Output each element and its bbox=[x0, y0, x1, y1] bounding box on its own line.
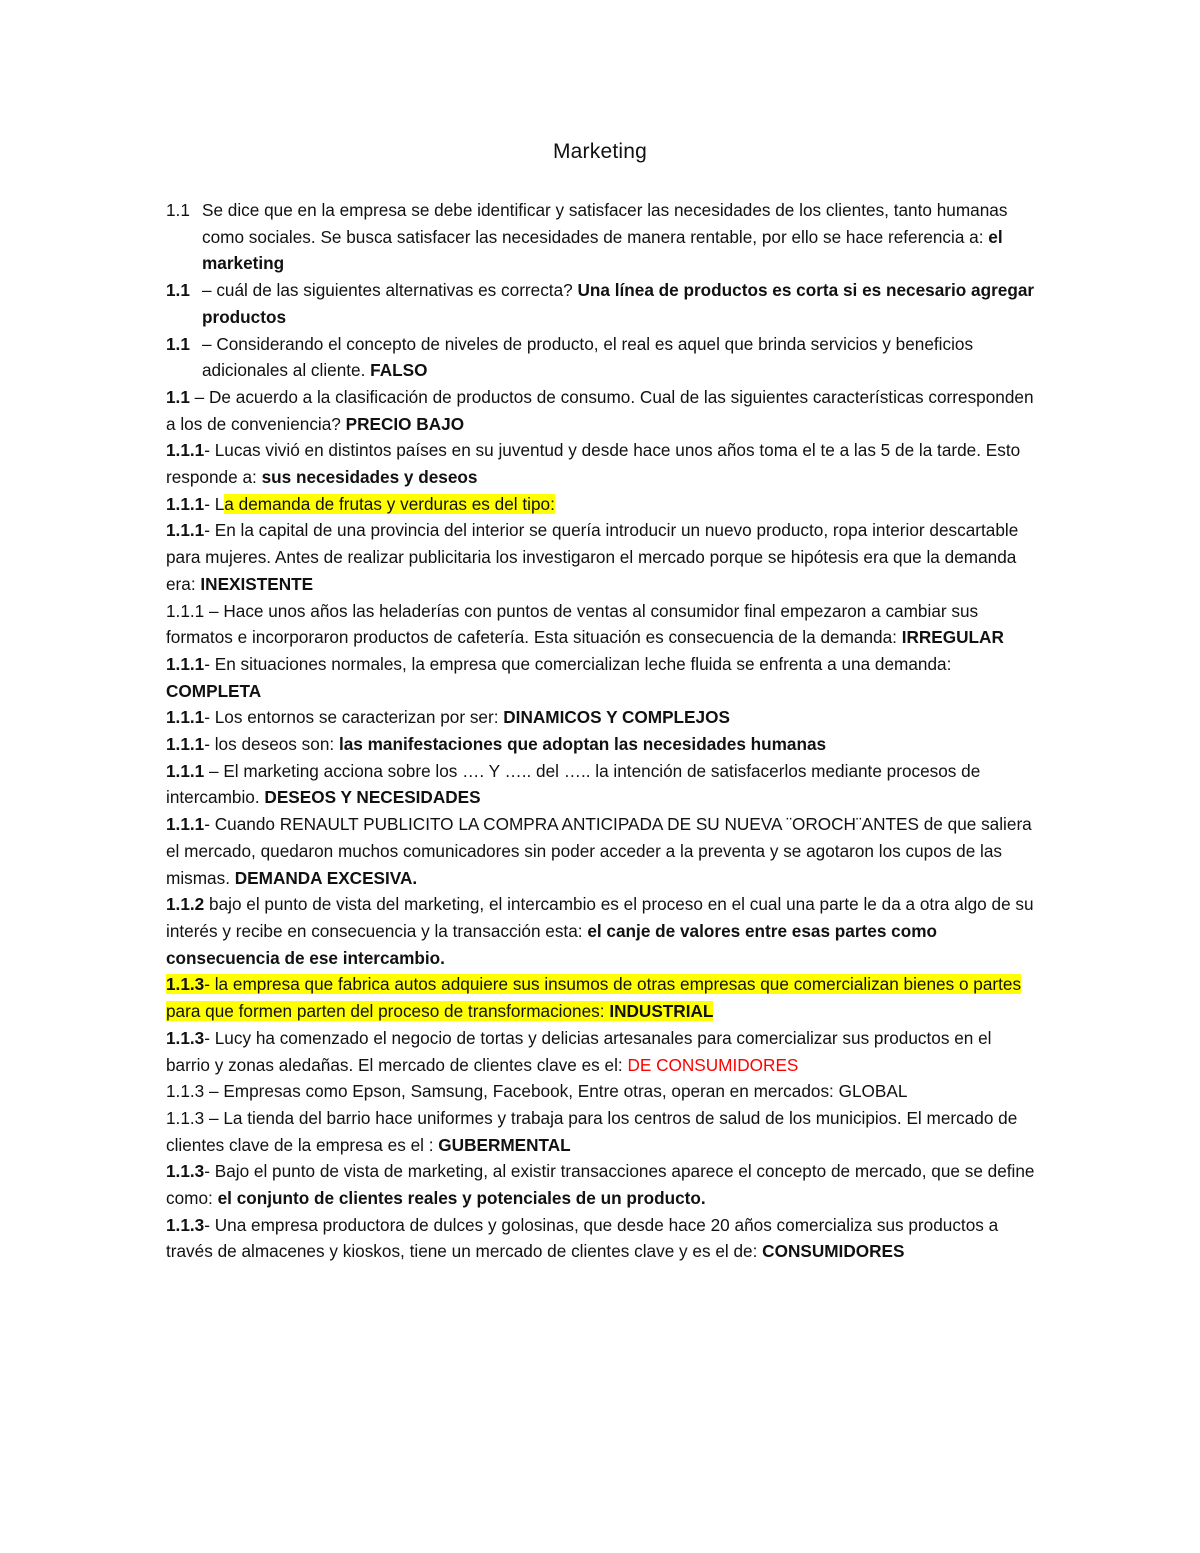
question-number: 1.1.3 bbox=[166, 1081, 205, 1102]
answer-text: GUBERMENTAL bbox=[438, 1134, 571, 1155]
answer-text: INDUSTRIAL bbox=[609, 1001, 714, 1022]
question-paragraph bbox=[166, 517, 1038, 597]
answer-text-red: DE CONSUMIDORES bbox=[627, 1054, 799, 1075]
question-number: 1.1.1 bbox=[166, 440, 205, 461]
question-text: bajo el punto de vista del marketing, el intercambio es el proceso en el cual una parte le da a otra algo de su interés y recibe en consecuencia y la transacción esta: bbox=[166, 894, 1034, 941]
question-number: 1.1.3 bbox=[166, 1107, 205, 1128]
question-text: – La tienda del barrio hace uniformes y trabaja para los centros de salud de los municipios. El mercado de clientes clave de la empresa es el : bbox=[166, 1107, 1018, 1155]
question-number: 1.1.1 bbox=[166, 520, 205, 541]
answer-text: GLOBAL bbox=[838, 1081, 908, 1102]
question-text: Se dice que en la empresa se debe identificar y satisfacer las necesidades de los clientes, tanto humanas como sociales. Se busca satisfacer las necesidades de manera rentable, por ello se hace referencia a: bbox=[202, 200, 1008, 247]
question-paragraph bbox=[166, 437, 1038, 490]
question-text: - En situaciones normales, la empresa que comercializan leche fluida se enfrenta a una demanda: bbox=[204, 653, 952, 674]
question-paragraph bbox=[166, 491, 1038, 518]
answer-text: FALSO bbox=[370, 360, 428, 381]
question-number: 1.1.1 bbox=[166, 653, 205, 674]
question-paragraph bbox=[166, 758, 1038, 811]
question-paragraph bbox=[166, 331, 1038, 384]
question-text: - Una empresa productora de dulces y golosinas, que desde hace 20 años comercializa sus productos a través de almacenes y kioskos, tiene un mercado de clientes clave y es el de: bbox=[166, 1214, 999, 1262]
question-text: - los deseos son: bbox=[204, 734, 339, 755]
answer-text: el canje de valores entre esas partes como consecuencia de ese intercambio. bbox=[166, 920, 937, 968]
question-paragraph bbox=[166, 598, 1038, 651]
question-number: 1.1 bbox=[166, 280, 190, 301]
question-paragraph bbox=[166, 891, 1038, 971]
question-paragraph bbox=[166, 704, 1038, 731]
question-text: - En la capital de una provincia del interior se quería introducir un nuevo producto, ropa interior descartable para mujeres. Antes de realizar publicitaria los investigaron el mercado porque se hipótesis era que la demanda era: bbox=[166, 520, 1019, 594]
document-body bbox=[166, 197, 1038, 1265]
question-paragraph bbox=[166, 1025, 1038, 1078]
question-number: 1.1.3 bbox=[166, 1027, 205, 1048]
question-text: – De acuerdo a la clasificación de productos de consumo. Cual de las siguientes características corresponden a los de conveniencia? bbox=[166, 386, 1034, 434]
question-paragraph bbox=[166, 1158, 1038, 1211]
highlighted-question-text: a demanda de frutas y verduras es del tipo: bbox=[224, 493, 555, 514]
question-paragraph bbox=[166, 277, 1038, 330]
answer-text: sus necesidades y deseos bbox=[261, 467, 478, 488]
answer-text: DINAMICOS Y COMPLEJOS bbox=[503, 707, 730, 728]
answer-text: DEMANDA EXCESIVA. bbox=[234, 867, 418, 888]
answer-text: Una línea de productos es corta si es necesario agregar productos bbox=[202, 280, 1035, 327]
question-paragraph bbox=[166, 384, 1038, 437]
question-paragraph bbox=[166, 197, 1038, 277]
highlighted-question-paragraph bbox=[166, 971, 1038, 1024]
answer-text: PRECIO BAJO bbox=[345, 413, 465, 434]
question-number: 1.1.2 bbox=[166, 894, 205, 915]
answer-text: DESEOS Y NECESIDADES bbox=[264, 787, 481, 808]
question-number: 1.1.1 bbox=[166, 734, 205, 755]
question-paragraph bbox=[166, 811, 1038, 891]
question-number: 1.1 bbox=[166, 200, 190, 220]
answer-text: las manifestaciones que adoptan las necesidades humanas bbox=[338, 734, 827, 755]
question-text: – Hace unos años las heladerías con puntos de ventas al consumidor final empezaron a cambiar sus formatos e incorporaron productos de cafetería. Esta situación es consecuencia de la demanda: bbox=[166, 600, 979, 648]
question-text: - la empresa que fabrica autos adquiere sus insumos de otras empresas que comercializan bienes o partes para que formen parten del proceso de transformaciones: bbox=[166, 974, 1022, 1022]
answer-text: INEXISTENTE bbox=[200, 573, 314, 594]
question-text: - Los entornos se caracterizan por ser: bbox=[204, 707, 504, 728]
answer-text: COMPLETA bbox=[166, 680, 262, 701]
question-paragraph bbox=[166, 731, 1038, 758]
answer-text: CONSUMIDORES bbox=[762, 1241, 905, 1262]
question-number: 1.1.1 bbox=[166, 707, 205, 728]
answer-text: el conjunto de clientes reales y potenciales de un producto. bbox=[217, 1188, 706, 1209]
question-text: – cuál de las siguientes alternativas es correcta? bbox=[202, 280, 578, 301]
answer-text: el marketing bbox=[202, 226, 1003, 274]
question-number: 1.1.1 bbox=[166, 760, 205, 781]
page-title: Marketing bbox=[552, 140, 647, 163]
question-number: 1.1.1 bbox=[166, 814, 205, 835]
question-text: – Considerando el concepto de niveles de producto, el real es aquel que brinda servicios y beneficios adicionales al cliente. bbox=[202, 333, 974, 381]
question-number: 1.1.1 bbox=[166, 493, 205, 514]
answer-text: IRREGULAR bbox=[901, 627, 1004, 648]
question-text: - Cuando RENAULT PUBLICITO LA COMPRA ANTICIPADA DE SU NUEVA ¨OROCH¨ANTES de que saliera el mercado, quedaron muchos comunicadores sin poder acceder a la preventa y se agotaron los cupos de las mismas. bbox=[166, 814, 1032, 888]
question-number: 1.1.3 bbox=[166, 1214, 205, 1235]
question-text: – El marketing acciona sobre los …. Y ….. del ….. la intención de satisfacerlos mediante procesos de intercambio. bbox=[166, 760, 981, 808]
question-number: 1.1 bbox=[166, 333, 190, 354]
question-text: - Lucy ha comenzado el negocio de tortas y delicias artesanales para comercializar sus productos en el barrio y zonas aledañas. El mercado de clientes clave es el: bbox=[166, 1027, 992, 1075]
question-paragraph bbox=[166, 1212, 1038, 1265]
question-number: 1.1.1 bbox=[166, 600, 205, 621]
question-number: 1.1.3 bbox=[166, 1161, 205, 1182]
question-number: 1.1 bbox=[166, 386, 190, 407]
question-number: 1.1.3 bbox=[166, 974, 205, 995]
question-text: - Bajo el punto de vista de marketing, al existir transacciones aparece el concepto de mercado, que se define como: bbox=[166, 1161, 1035, 1209]
question-text: – Empresas como Epson, Samsung, Facebook, Entre otras, operan en mercados: bbox=[204, 1081, 839, 1102]
question-paragraph bbox=[166, 1105, 1038, 1158]
question-text: - Lucas vivió en distintos países en su juventud y desde hace unos años toma el te a las 5 de la tarde. Esto responde a: bbox=[166, 440, 1021, 488]
question-paragraph bbox=[166, 1078, 1038, 1105]
question-paragraph bbox=[166, 651, 1038, 704]
question-text: - L bbox=[204, 493, 225, 514]
